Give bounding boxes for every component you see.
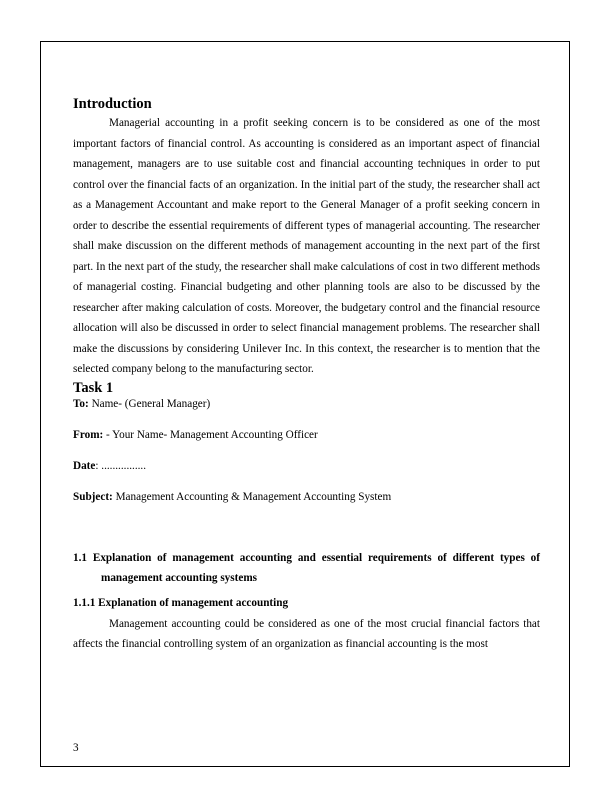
memo-from-label: From:: [73, 428, 104, 441]
memo-to-value: Name- (General Manager): [88, 397, 211, 410]
introduction-paragraph: Managerial accounting in a profit seeking concern is to be considered as one of the most important factors of financial control. As accounting is considered as an important aspect of financial management, managers are to use suitable cost and financial accounting techniques in order to put control over the financial facts of an organization. In the initial part of the study, the researcher shall act as a Management Accountant and make report to the General Manager of a profit seeking concern in order to describe the essential requirements of different types of managerial accounting. The researcher shall make discussion on the different methods of management accounting in the next part of the first part. In the next part of the study, the researcher shall make calculations of cost in two different methods of managerial costing. Financial budgeting and other planning tools are also to be discussed by the researcher after making calculation of costs. Moreover, the budgetary control and the financial resource allocation will also be discussed in order to select financial management problems. The researcher shall make the discussions by considering Unilever Inc. In this context, the researcher is to mention that the selected company belong to the manufacturing sector.: [73, 117, 540, 375]
memo-from: [73, 428, 540, 442]
document-body: [73, 96, 540, 655]
section-1-1-heading: 1.1 Explanation of management accounting and essential requirements of different types of management accounting systems: [73, 551, 540, 584]
memo-date-label: Date: [73, 459, 96, 472]
page-number: 3: [73, 742, 79, 754]
memo-to-label: To:: [73, 397, 89, 410]
section-1-1-1-paragraph: Management accounting could be considered as one of the most crucial financial factors that affects the financial controlling system of an organization as financial accounting is the most: [73, 617, 540, 650]
memo-date-value: : ................: [95, 459, 147, 472]
task-heading: Task 1: [73, 379, 114, 396]
memo-to: [73, 397, 540, 411]
memo-subject-label: Subject:: [73, 490, 113, 503]
memo-subject: [73, 490, 540, 504]
memo-from-value: - Your Name- Management Accounting Officer: [103, 428, 318, 441]
introduction-heading: Introduction: [73, 96, 152, 112]
section-1-1-1-heading: 1.1.1 Explanation of management accounting: [73, 596, 289, 609]
memo-subject-value: Management Accounting & Management Accounting System: [112, 490, 392, 503]
memo-date: [73, 459, 540, 473]
